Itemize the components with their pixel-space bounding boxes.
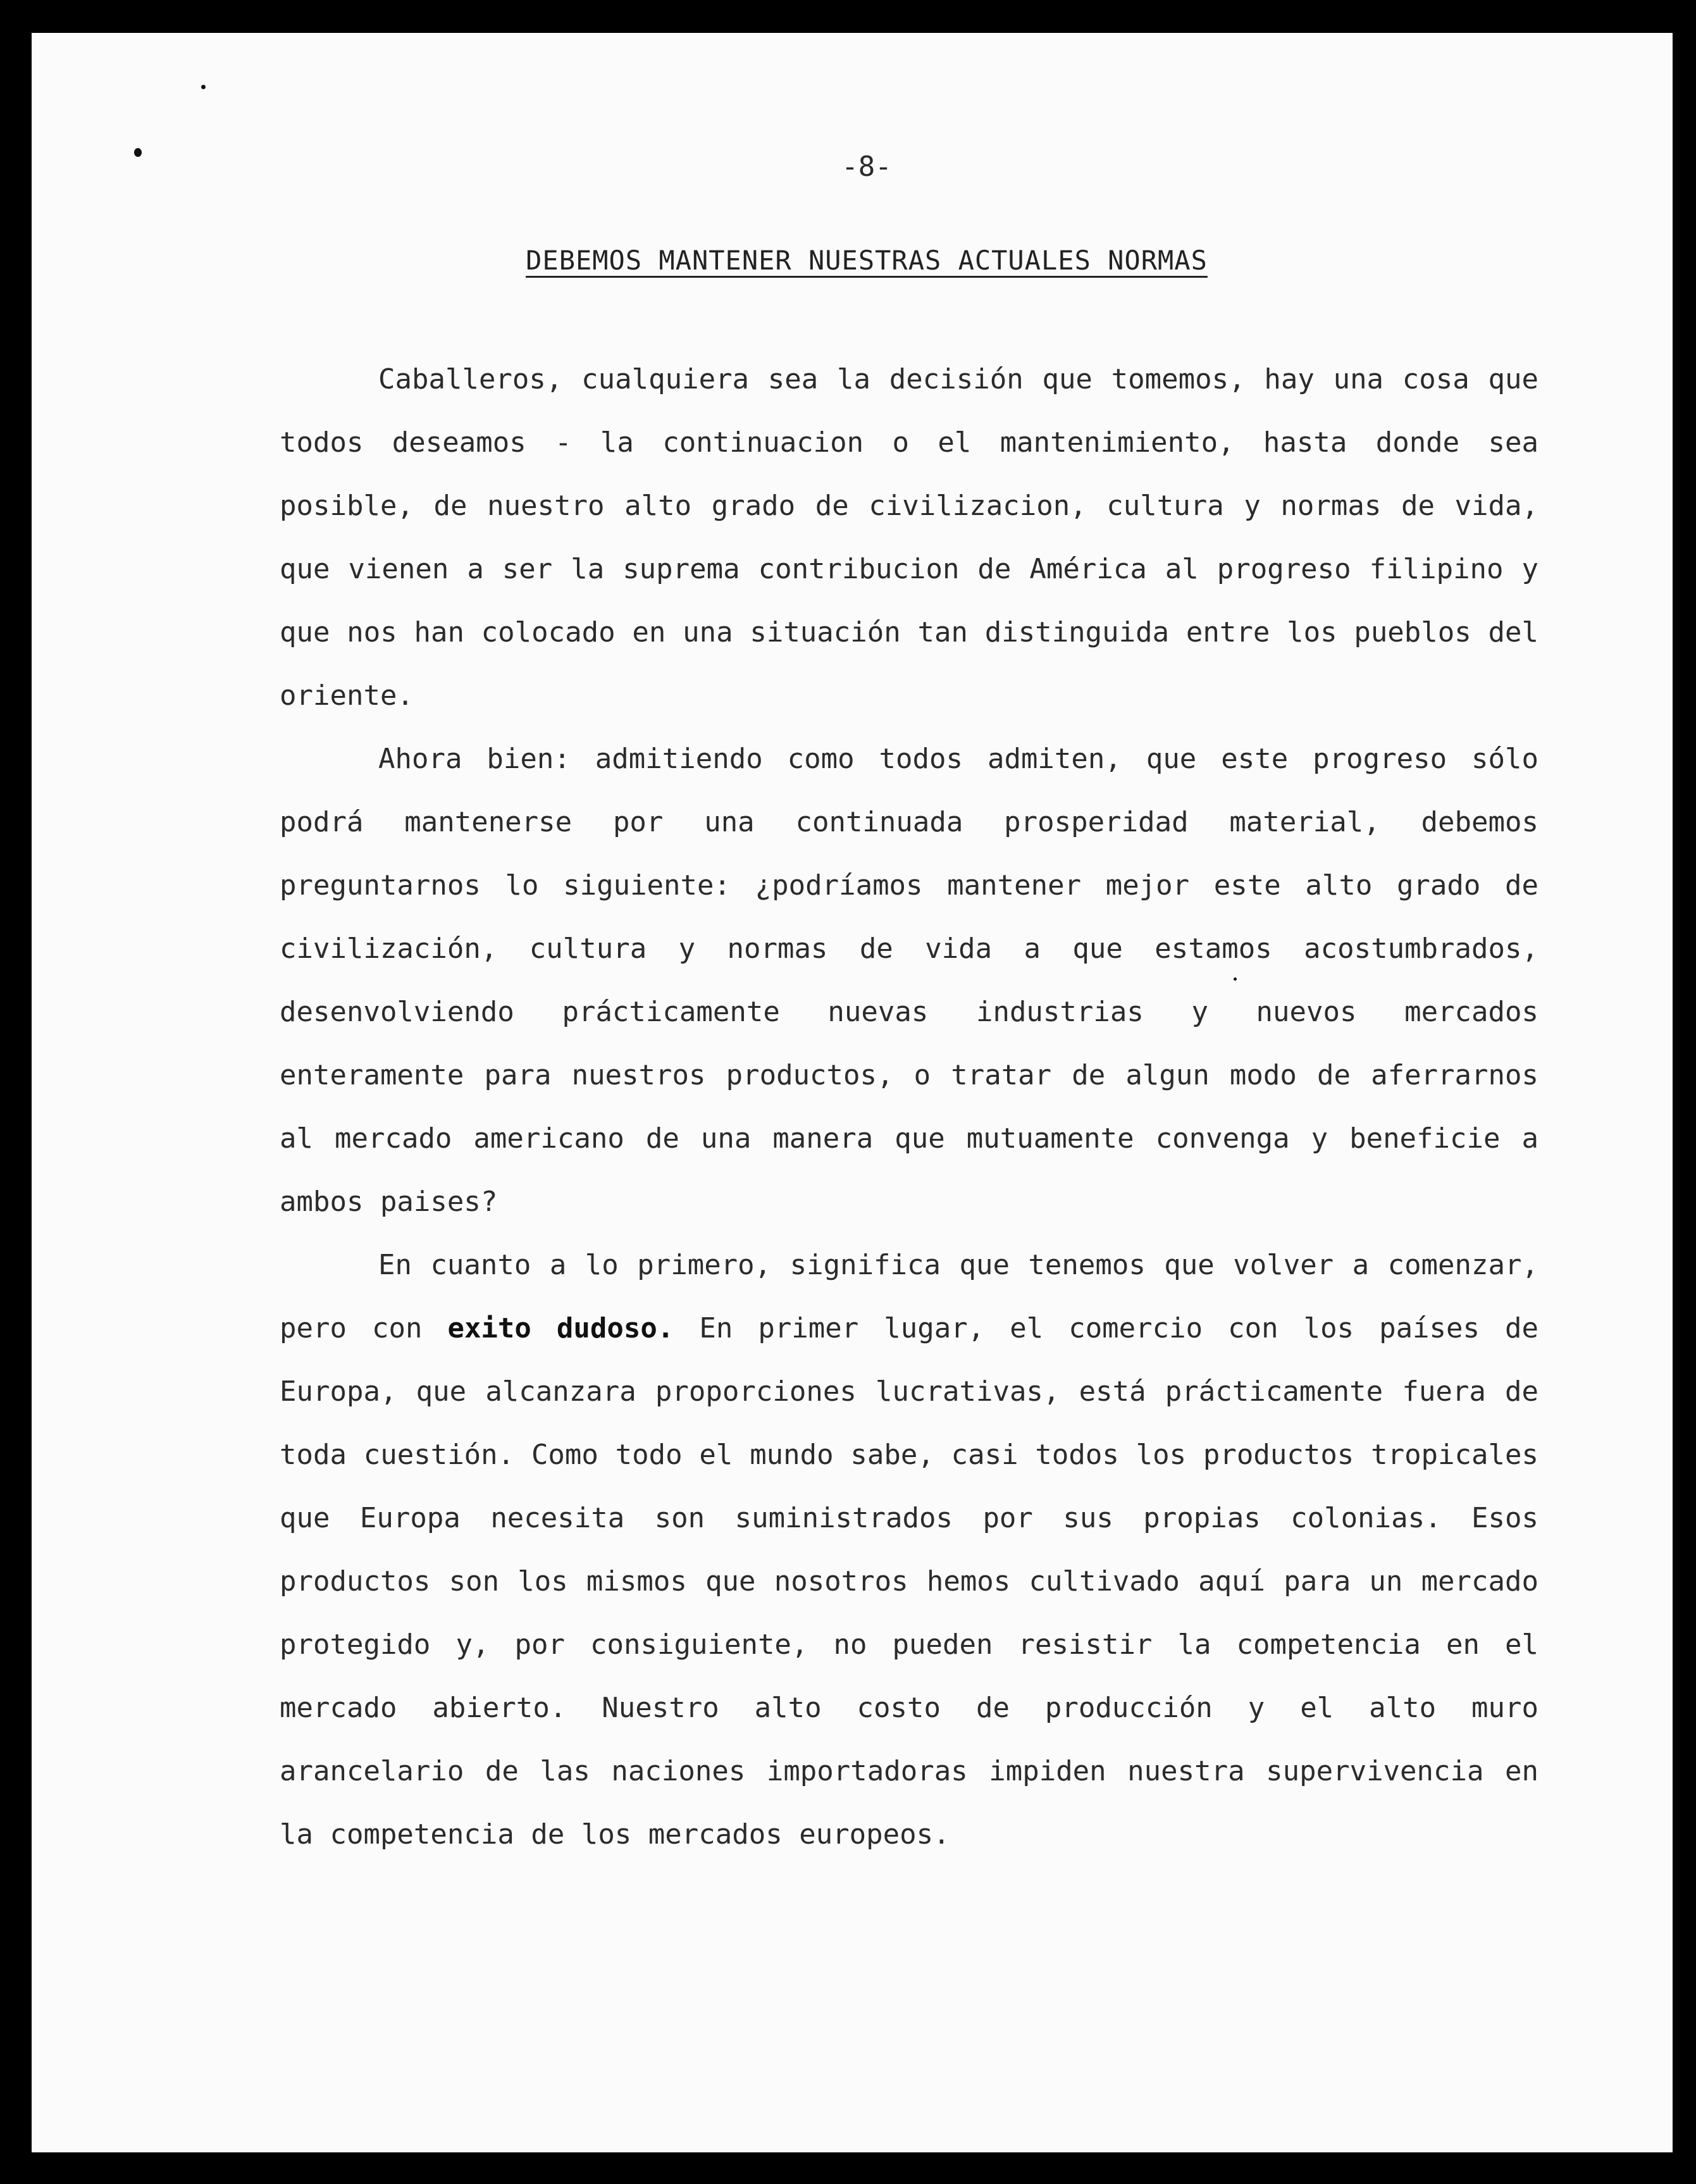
section-heading: DEBEMOS MANTENER NUESTRAS ACTUALES NORMAS — [526, 245, 1208, 276]
paragraph-3 — [280, 1234, 1538, 1866]
body-text — [280, 348, 1538, 1866]
ink-speck — [201, 85, 206, 89]
paragraph-2: Ahora bien: admitiendo como todos admiten, que este progreso sólo podrá mantenerse por una continuada prosperidad material, debemos preguntarnos lo siguiente: ¿podríamos mantener mejor este alto grado de civilización, cultura y normas de vida a que estamos acostumbrados, desenvolviendo prácticamente nuevas industrias y nuevos mercados enteramente para nuestros productos, o tratar de algun modo de aferrarnos al mercado americano de una manera que mutuamente convenga y beneficie a ambos paises? — [280, 743, 1538, 1218]
paragraph-3-emphasis: exito dudoso. — [447, 1312, 674, 1344]
paragraph-3-text-before: En cuanto a lo primero, significa que tenemos que volver a comenzar, pero con — [280, 1249, 1538, 1344]
page-number: -8- — [841, 151, 892, 183]
document-page — [32, 33, 1673, 2152]
paragraph-1: Caballeros, cualquiera sea la decisión que tomemos, hay una cosa que todos deseamos - la continuacion o el mantenimiento, hasta donde sea posible, de nuestro alto grado de civilizacion, cultura y normas de vida, que vienen a ser la suprema contribucion de América al progreso filipino y que nos han colocado en una situación tan distinguida entre los pueblos del oriente. — [280, 363, 1538, 712]
paragraph-3-text-after: En primer lugar, el comercio con los países de Europa, que alcanzara proporciones lucrativas, está prácticamente fuera de toda cuestión. Como todo el mundo sabe, casi todos los productos tropicales que Europa necesita son suministrados por sus propias colonias. Esos productos son los mismos que nosotros hemos cultivado aquí para un mercado protegido y, por consiguiente, no pueden resistir la competencia en el mercado abierto. Nuestro alto costo de producción y el alto muro arancelario de las naciones importadoras impiden nuestra supervivencia en la competencia de los mercados europeos. — [280, 1312, 1539, 1851]
